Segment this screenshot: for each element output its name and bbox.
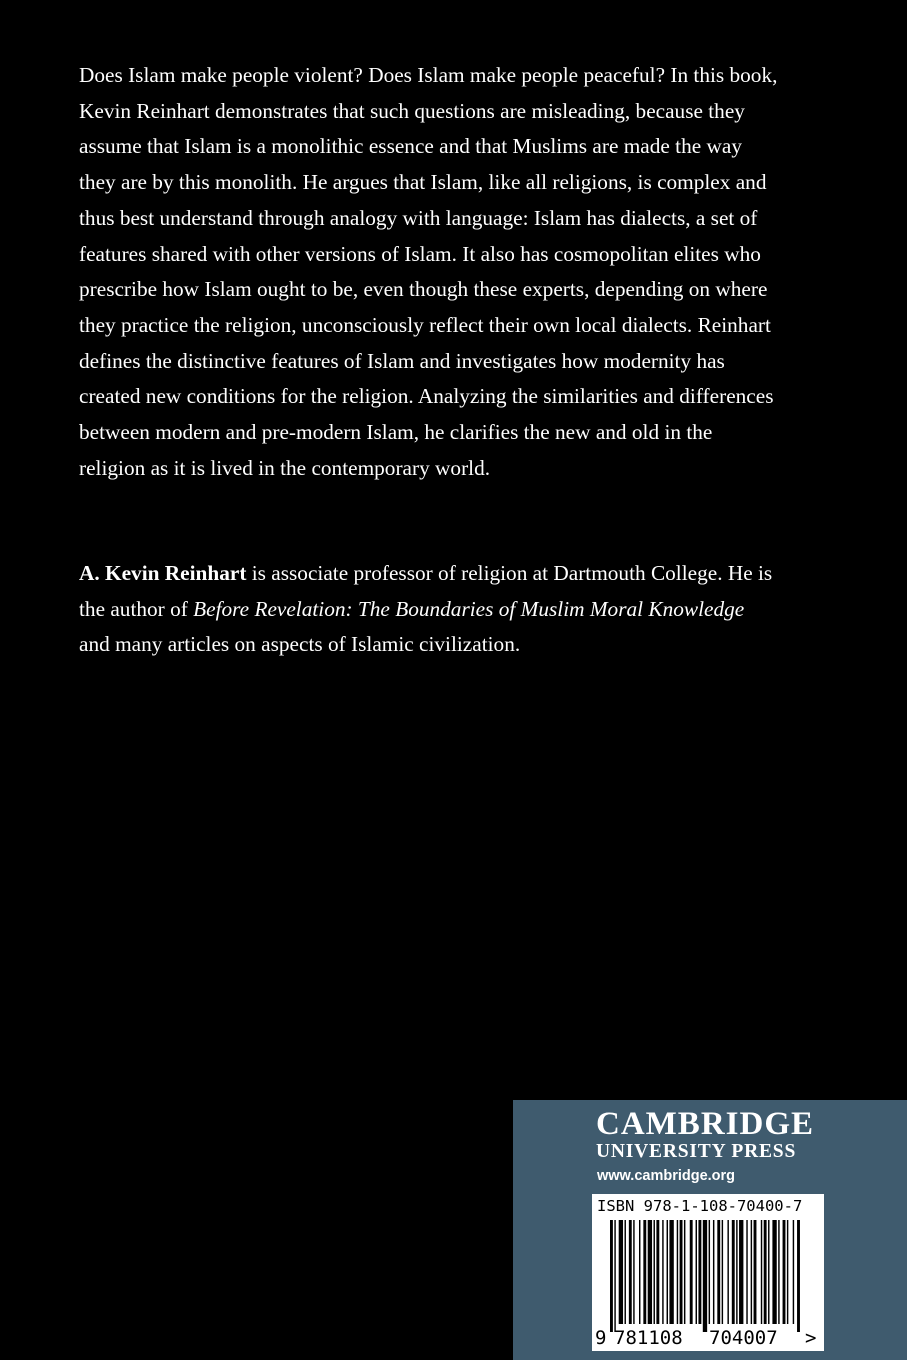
barcode-bar	[614, 1220, 615, 1332]
barcode-bar	[610, 1220, 613, 1332]
barcode-bar	[713, 1220, 714, 1324]
barcode-bar	[629, 1220, 632, 1324]
barcode-bar	[783, 1220, 786, 1324]
barcode-bar	[778, 1220, 779, 1324]
book-title: Before Revelation: The Boundaries of Muslim Moral Knowledge	[193, 596, 745, 621]
barcode-bar	[643, 1220, 646, 1324]
barcode-bar	[732, 1220, 735, 1324]
barcode-bar	[696, 1220, 697, 1324]
publisher-subtitle: UNIVERSITY PRESS	[596, 1141, 797, 1162]
barcode-bar	[797, 1220, 800, 1332]
barcode-bar	[625, 1220, 626, 1324]
barcode-digits-right: 704007	[709, 1327, 778, 1349]
barcode-bar	[662, 1220, 663, 1324]
barcode-bar	[751, 1220, 752, 1324]
barcode-bar	[768, 1220, 769, 1324]
barcode-bar	[722, 1220, 723, 1324]
barcode-bar	[639, 1220, 640, 1324]
author-name: A. Kevin Reinhart	[79, 561, 247, 585]
barcode-bar	[727, 1220, 728, 1324]
barcode-bar	[633, 1220, 634, 1324]
barcode-bar	[654, 1220, 655, 1324]
barcode-bar	[619, 1220, 623, 1324]
barcode-bar	[680, 1220, 683, 1324]
barcode-bar	[648, 1220, 652, 1324]
bio-text-1: is associate professor of religion at Dartmouth College. He is the author of	[79, 561, 773, 621]
barcode-bar	[677, 1220, 678, 1324]
barcode-digits-left: 781108	[614, 1327, 683, 1349]
barcode-bar	[709, 1220, 710, 1324]
barcode-bar	[656, 1220, 659, 1324]
publisher-url: www.cambridge.org	[597, 1168, 736, 1184]
barcode-bar	[684, 1220, 685, 1324]
barcode-bar	[761, 1220, 762, 1324]
isbn-barcode	[592, 1194, 824, 1351]
barcode-bar	[698, 1220, 701, 1324]
barcode-bar	[746, 1220, 747, 1324]
barcode-bar	[772, 1220, 776, 1324]
barcode-bar	[793, 1220, 794, 1324]
barcode-bar	[690, 1220, 693, 1324]
publisher-name: CAMBRIDGE	[596, 1106, 815, 1142]
barcode-bar	[717, 1220, 720, 1324]
bio-text-2: and many articles on aspects of Islamic civilization.	[79, 632, 521, 657]
barcode-bar	[787, 1220, 788, 1324]
barcode-marker: >	[805, 1327, 817, 1349]
author-bio	[79, 556, 779, 663]
blurb-paragraph: Does Islam make people violent? Does Islam make people peaceful? In this book, Kevin Reinhart demonstrates that such questions are misleading, because they assume that Islam is a monolithic essence and that Muslims are made the way they are by this monolith. He argues that Islam, like all religions, is complex and thus best understand through analogy with language: Islam has dialects, a set of features shared with other versions of Islam. It also has cosmopolitan elites who prescribe how Islam ought to be, even though these experts, depending on where they practice the religion, unconsciously reflect their own local dialects. Reinhart defines the distinctive features of Islam and investigates how modernity has created new conditions for the religion. Analyzing the similarities and differences between modern and pre-modern Islam, he clarifies the new and old in the religion as it is lived in the contemporary world.	[79, 63, 778, 480]
barcode-bars	[592, 1194, 824, 1351]
publisher-panel	[513, 1100, 907, 1360]
barcode-bar	[669, 1220, 673, 1324]
barcode-digit-first: 9	[595, 1327, 607, 1349]
barcode-bar	[703, 1220, 707, 1332]
barcode-bar	[736, 1220, 737, 1324]
isbn-label: ISBN 978-1-108-70400-7	[597, 1197, 803, 1215]
barcode-bar	[667, 1220, 668, 1324]
barcode-bar	[739, 1220, 743, 1324]
barcode-bar	[754, 1220, 757, 1324]
barcode-bar	[764, 1220, 767, 1324]
